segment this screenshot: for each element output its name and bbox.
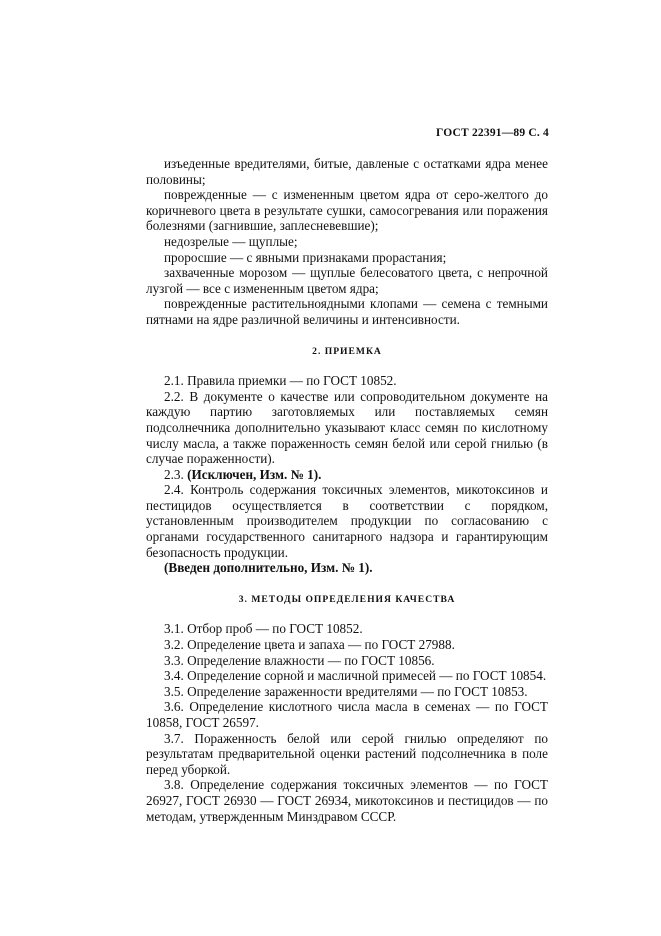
clause-number: 2.3.: [164, 466, 184, 482]
clause-2-1: 2.1. Правила приемки — по ГОСТ 10852.: [164, 373, 397, 389]
section-title-methods: 3. МЕТОДЫ ОПРЕДЕЛЕНИЯ КАЧЕСТВА: [238, 593, 456, 605]
list-item: изъеденные вредителями, битые, давленые с остатками ядра менее половины;: [146, 156, 548, 187]
list-item: проросшие — с явными признаками прорастания;: [164, 249, 447, 265]
clause-3-8: 3.8. Определение содержания токсичных элементов — по ГОСТ 26927, ГОСТ 26930 — ГОСТ 26934, микотоксинов и пестицидов — по методам, утвержденным Минздравом СССР.: [146, 777, 548, 824]
clause-3-2: 3.2. Определение цвета и запаха — по ГОСТ 27988.: [164, 637, 455, 653]
list-item: поврежденные — с измененным цветом ядра от серо-желтого до коричневого цвета в результате сушки, самосогревания или поражения болезнями (загнившие, заплесневевшие);: [146, 187, 548, 234]
clause-3-7: 3.7. Пораженность белой или серой гнилью определяют по результатам предварительной оценки растений подсолнечника в поле перед уборкой.: [146, 730, 548, 777]
list-item: поврежденные растительноядными клопами — семена с темными пятнами на ядре различной величины и интенсивности.: [146, 296, 548, 327]
clause-excluded-note: (Исключен, Изм. № 1).: [187, 466, 322, 482]
clause-3-6: 3.6. Определение кислотного числа масла в семенах — по ГОСТ 10858, ГОСТ 26597.: [146, 699, 548, 730]
section-title-acceptance: 2. ПРИЕМКА: [312, 345, 382, 357]
document-body: [146, 156, 548, 824]
clause-2-4: 2.4. Контроль содержания токсичных элементов, микотоксинов и пестицидов осуществляется в соответствии с порядком, установленным производителем продукции по согласованию с органами государственного санитарного надзора и гарантирующим безопасность продукции.: [146, 482, 548, 560]
clause-3-4: 3.4. Определение сорной и масличной примесей — по ГОСТ 10854.: [164, 668, 547, 684]
list-item: недозрелые — щуплые;: [164, 233, 298, 249]
clause-3-1: 3.1. Отбор проб — по ГОСТ 10852.: [164, 621, 363, 637]
clause-2-3: [146, 467, 548, 483]
clause-3-5: 3.5. Определение зараженности вредителями — по ГОСТ 10853.: [164, 683, 528, 699]
clause-2-2: 2.2. В документе о качестве или сопроводительном документе на каждую партию заготовляемых или поставляемых семян подсолнечника дополнительно указывают класс семян по кислотному числу масла, а также пораженность семян белой или серой гнилью (в случае пораженности).: [146, 388, 548, 467]
page-header: ГОСТ 22391—89 С. 4: [436, 127, 549, 139]
clause-3-3: 3.3. Определение влажности — по ГОСТ 10856.: [164, 652, 435, 668]
list-item: захваченные морозом — щуплые белесоватого цвета, с непрочной лузгой — все с измененным цветом ядра;: [146, 265, 548, 296]
amendment-note: (Введен дополнительно, Изм. № 1).: [164, 560, 373, 576]
